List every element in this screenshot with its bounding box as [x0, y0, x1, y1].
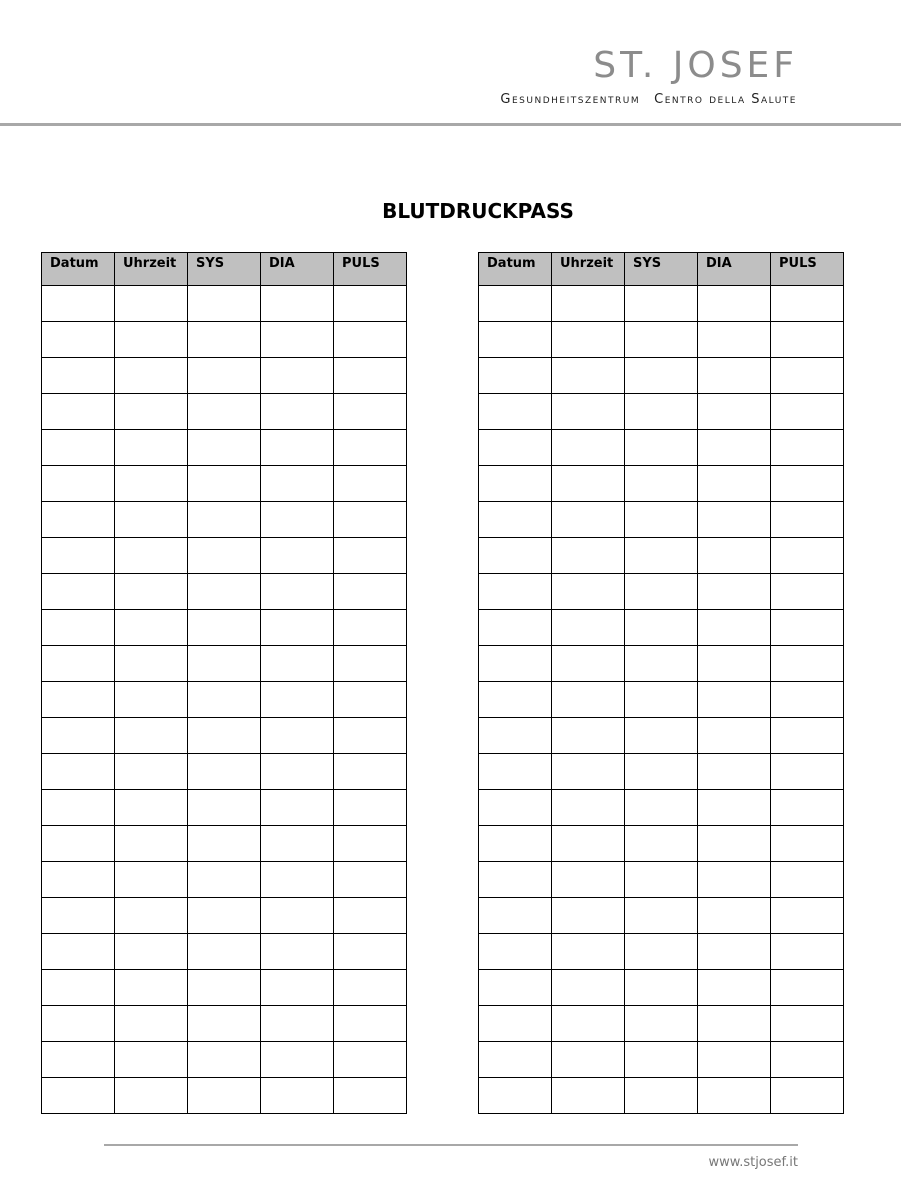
- entry-cell-dia[interactable]: [261, 358, 334, 394]
- entry-cell-sys[interactable]: [625, 322, 698, 358]
- entry-cell-puls[interactable]: [771, 898, 844, 934]
- table-row: [42, 718, 407, 754]
- entry-cell-uhrzeit[interactable]: [552, 502, 625, 538]
- entry-cell-puls[interactable]: [771, 1006, 844, 1042]
- table-row: [479, 538, 844, 574]
- table-row: [479, 610, 844, 646]
- entry-cell-dia[interactable]: [698, 574, 771, 610]
- entry-cell-dia[interactable]: [698, 1042, 771, 1078]
- entry-cell-dia[interactable]: [698, 646, 771, 682]
- entry-cell-sys[interactable]: [188, 322, 261, 358]
- entry-cell-dia[interactable]: [698, 970, 771, 1006]
- entry-cell-uhrzeit[interactable]: [115, 610, 188, 646]
- entry-cell-dia[interactable]: [698, 1078, 771, 1114]
- entry-cell-sys[interactable]: [625, 754, 698, 790]
- entry-cell-sys[interactable]: [625, 610, 698, 646]
- entry-cell-puls[interactable]: [334, 394, 407, 430]
- entry-cell-puls[interactable]: [771, 790, 844, 826]
- table-row: [479, 718, 844, 754]
- entry-cell-sys[interactable]: [625, 682, 698, 718]
- entry-cell-uhrzeit[interactable]: [115, 394, 188, 430]
- entry-cell-uhrzeit[interactable]: [115, 1006, 188, 1042]
- entry-cell-puls[interactable]: [334, 718, 407, 754]
- entry-cell-puls[interactable]: [334, 826, 407, 862]
- entry-cell-puls[interactable]: [771, 322, 844, 358]
- entry-cell-sys[interactable]: [188, 862, 261, 898]
- table-row: [479, 646, 844, 682]
- entry-cell-uhrzeit[interactable]: [552, 574, 625, 610]
- entry-cell-dia[interactable]: [698, 538, 771, 574]
- entry-cell-datum[interactable]: [479, 610, 552, 646]
- entry-cell-datum[interactable]: [42, 358, 115, 394]
- entry-cell-uhrzeit[interactable]: [115, 466, 188, 502]
- entry-cell-sys[interactable]: [188, 718, 261, 754]
- entry-cell-puls[interactable]: [771, 610, 844, 646]
- entry-cell-uhrzeit[interactable]: [552, 538, 625, 574]
- entry-cell-uhrzeit[interactable]: [115, 538, 188, 574]
- table-row: [479, 754, 844, 790]
- entry-cell-sys[interactable]: [188, 610, 261, 646]
- entry-cell-uhrzeit[interactable]: [115, 862, 188, 898]
- entry-cell-dia[interactable]: [698, 502, 771, 538]
- entry-cell-sys[interactable]: [188, 1078, 261, 1114]
- entry-cell-datum[interactable]: [479, 970, 552, 1006]
- entry-cell-uhrzeit[interactable]: [115, 646, 188, 682]
- column-header-uhrzeit: Uhrzeit: [115, 253, 188, 286]
- entry-cell-puls[interactable]: [771, 646, 844, 682]
- entry-cell-sys[interactable]: [188, 1006, 261, 1042]
- entry-cell-puls[interactable]: [334, 1042, 407, 1078]
- entry-cell-uhrzeit[interactable]: [552, 970, 625, 1006]
- entry-cell-dia[interactable]: [698, 790, 771, 826]
- entry-cell-datum[interactable]: [42, 466, 115, 502]
- table-row: [479, 934, 844, 970]
- entry-cell-dia[interactable]: [261, 502, 334, 538]
- table-row: [479, 286, 844, 322]
- entry-cell-sys[interactable]: [188, 1042, 261, 1078]
- footer-url: www.stjosef.it: [708, 1155, 798, 1170]
- entry-cell-uhrzeit[interactable]: [115, 718, 188, 754]
- entry-cell-uhrzeit[interactable]: [115, 430, 188, 466]
- table-row: [479, 1078, 844, 1114]
- footer-divider: [104, 1144, 798, 1146]
- entry-cell-datum[interactable]: [42, 682, 115, 718]
- entry-cell-dia[interactable]: [261, 466, 334, 502]
- entry-cell-sys[interactable]: [625, 394, 698, 430]
- entry-cell-sys[interactable]: [625, 718, 698, 754]
- entry-cell-datum[interactable]: [479, 934, 552, 970]
- entry-cell-uhrzeit[interactable]: [115, 322, 188, 358]
- entry-cell-datum[interactable]: [479, 898, 552, 934]
- entry-cell-uhrzeit[interactable]: [115, 574, 188, 610]
- entry-cell-sys[interactable]: [188, 502, 261, 538]
- table-row: [42, 574, 407, 610]
- entry-cell-uhrzeit[interactable]: [115, 286, 188, 322]
- entry-cell-uhrzeit[interactable]: [552, 790, 625, 826]
- entry-cell-uhrzeit[interactable]: [552, 1078, 625, 1114]
- entry-cell-uhrzeit[interactable]: [115, 754, 188, 790]
- header-divider: [0, 123, 901, 126]
- entry-cell-dia[interactable]: [698, 754, 771, 790]
- entry-cell-puls[interactable]: [334, 1078, 407, 1114]
- entry-cell-uhrzeit[interactable]: [552, 466, 625, 502]
- entry-cell-sys[interactable]: [188, 358, 261, 394]
- entry-cell-puls[interactable]: [771, 430, 844, 466]
- entry-cell-sys[interactable]: [625, 502, 698, 538]
- entry-cell-datum[interactable]: [479, 1006, 552, 1042]
- entry-cell-datum[interactable]: [42, 610, 115, 646]
- entry-cell-dia[interactable]: [261, 826, 334, 862]
- entry-cell-puls[interactable]: [334, 466, 407, 502]
- entry-cell-sys[interactable]: [188, 934, 261, 970]
- table-row: [42, 538, 407, 574]
- table-row: [42, 862, 407, 898]
- entry-cell-puls[interactable]: [334, 682, 407, 718]
- entry-cell-dia[interactable]: [261, 430, 334, 466]
- entry-cell-puls[interactable]: [334, 322, 407, 358]
- entry-cell-datum[interactable]: [479, 1042, 552, 1078]
- entry-cell-uhrzeit[interactable]: [552, 826, 625, 862]
- entry-cell-uhrzeit[interactable]: [552, 682, 625, 718]
- entry-cell-dia[interactable]: [698, 394, 771, 430]
- entry-cell-datum[interactable]: [42, 430, 115, 466]
- entry-cell-uhrzeit[interactable]: [552, 610, 625, 646]
- entry-cell-dia[interactable]: [698, 322, 771, 358]
- entry-cell-uhrzeit[interactable]: [552, 1006, 625, 1042]
- table-row: [42, 754, 407, 790]
- entry-cell-datum[interactable]: [479, 646, 552, 682]
- entry-cell-datum[interactable]: [42, 862, 115, 898]
- table-row: [42, 682, 407, 718]
- entry-cell-uhrzeit[interactable]: [115, 502, 188, 538]
- entry-cell-puls[interactable]: [771, 358, 844, 394]
- table-row: [42, 1078, 407, 1114]
- table-row: [42, 1006, 407, 1042]
- table-row: [479, 826, 844, 862]
- column-header-uhrzeit: Uhrzeit: [552, 253, 625, 286]
- entry-cell-puls[interactable]: [771, 826, 844, 862]
- entry-cell-sys[interactable]: [625, 1078, 698, 1114]
- entry-cell-dia[interactable]: [698, 862, 771, 898]
- entry-cell-sys[interactable]: [188, 898, 261, 934]
- column-header-dia: DIA: [261, 253, 334, 286]
- entry-cell-puls[interactable]: [771, 1078, 844, 1114]
- entry-cell-sys[interactable]: [625, 1042, 698, 1078]
- table-row: [479, 574, 844, 610]
- entry-cell-uhrzeit[interactable]: [552, 898, 625, 934]
- logo-subtitle: [500, 93, 797, 106]
- column-header-datum: Datum: [42, 253, 115, 286]
- entry-cell-puls[interactable]: [334, 898, 407, 934]
- table-row: [479, 358, 844, 394]
- entry-cell-dia[interactable]: [698, 1006, 771, 1042]
- entry-cell-datum[interactable]: [479, 286, 552, 322]
- entry-cell-puls[interactable]: [771, 394, 844, 430]
- entry-cell-dia[interactable]: [261, 934, 334, 970]
- table-row: [42, 898, 407, 934]
- entry-cell-dia[interactable]: [261, 862, 334, 898]
- page-title: BLUTDRUCKPASS: [382, 199, 574, 223]
- entry-cell-datum[interactable]: [42, 1078, 115, 1114]
- entry-cell-uhrzeit[interactable]: [552, 286, 625, 322]
- entry-cell-puls[interactable]: [771, 538, 844, 574]
- entry-cell-dia[interactable]: [261, 322, 334, 358]
- entry-cell-sys[interactable]: [188, 970, 261, 1006]
- entry-cell-uhrzeit[interactable]: [115, 826, 188, 862]
- entry-cell-datum[interactable]: [479, 358, 552, 394]
- entry-cell-uhrzeit[interactable]: [552, 862, 625, 898]
- column-header-dia: DIA: [698, 253, 771, 286]
- entry-cell-datum[interactable]: [479, 718, 552, 754]
- entry-cell-puls[interactable]: [334, 970, 407, 1006]
- table-row: [42, 934, 407, 970]
- entry-cell-dia[interactable]: [261, 1042, 334, 1078]
- entry-cell-dia[interactable]: [261, 970, 334, 1006]
- entry-cell-datum[interactable]: [479, 502, 552, 538]
- entry-cell-sys[interactable]: [188, 538, 261, 574]
- entry-cell-dia[interactable]: [261, 286, 334, 322]
- entry-cell-uhrzeit[interactable]: [552, 358, 625, 394]
- table-row: [42, 466, 407, 502]
- entry-cell-puls[interactable]: [334, 538, 407, 574]
- table-row: [479, 394, 844, 430]
- column-header-puls: PULS: [334, 253, 407, 286]
- entry-cell-puls[interactable]: [771, 682, 844, 718]
- entry-cell-puls[interactable]: [334, 358, 407, 394]
- entry-cell-datum[interactable]: [479, 826, 552, 862]
- table-row: [479, 322, 844, 358]
- entry-cell-uhrzeit[interactable]: [552, 1042, 625, 1078]
- entry-cell-uhrzeit[interactable]: [115, 682, 188, 718]
- entry-cell-datum[interactable]: [42, 1006, 115, 1042]
- entry-cell-sys[interactable]: [625, 538, 698, 574]
- entry-cell-puls[interactable]: [334, 610, 407, 646]
- entry-cell-uhrzeit[interactable]: [115, 934, 188, 970]
- entry-cell-sys[interactable]: [625, 574, 698, 610]
- entry-cell-datum[interactable]: [479, 430, 552, 466]
- entry-cell-datum[interactable]: [479, 682, 552, 718]
- entry-cell-uhrzeit[interactable]: [115, 790, 188, 826]
- entry-cell-datum[interactable]: [479, 754, 552, 790]
- entry-cell-puls[interactable]: [771, 754, 844, 790]
- entry-cell-sys[interactable]: [188, 646, 261, 682]
- entry-cell-uhrzeit[interactable]: [552, 394, 625, 430]
- entry-cell-datum[interactable]: [479, 790, 552, 826]
- entry-cell-puls[interactable]: [771, 574, 844, 610]
- column-header-datum: Datum: [479, 253, 552, 286]
- entry-cell-dia[interactable]: [261, 646, 334, 682]
- entry-cell-uhrzeit[interactable]: [115, 1042, 188, 1078]
- entry-cell-dia[interactable]: [261, 682, 334, 718]
- entry-cell-dia[interactable]: [698, 718, 771, 754]
- entry-cell-puls[interactable]: [771, 934, 844, 970]
- entry-cell-puls[interactable]: [334, 1006, 407, 1042]
- entry-cell-sys[interactable]: [188, 466, 261, 502]
- entry-cell-datum[interactable]: [42, 898, 115, 934]
- entry-cell-puls[interactable]: [334, 646, 407, 682]
- entry-cell-sys[interactable]: [188, 826, 261, 862]
- entry-cell-sys[interactable]: [188, 790, 261, 826]
- entry-cell-datum[interactable]: [479, 574, 552, 610]
- entry-cell-datum[interactable]: [42, 646, 115, 682]
- entry-cell-datum[interactable]: [42, 754, 115, 790]
- entry-cell-datum[interactable]: [42, 322, 115, 358]
- entry-cell-dia[interactable]: [261, 1078, 334, 1114]
- table-row: [479, 898, 844, 934]
- table-row: [479, 1006, 844, 1042]
- table-header-row: [42, 253, 407, 286]
- entry-cell-sys[interactable]: [188, 430, 261, 466]
- entry-cell-uhrzeit[interactable]: [552, 718, 625, 754]
- table-row: [479, 430, 844, 466]
- entry-cell-sys[interactable]: [188, 682, 261, 718]
- table-row: [42, 610, 407, 646]
- table-row: [479, 1042, 844, 1078]
- table-row: [42, 322, 407, 358]
- entry-cell-sys[interactable]: [188, 754, 261, 790]
- entry-cell-dia[interactable]: [698, 682, 771, 718]
- entry-cell-sys[interactable]: [625, 286, 698, 322]
- table-row: [42, 286, 407, 322]
- entry-cell-puls[interactable]: [334, 430, 407, 466]
- entry-cell-datum[interactable]: [42, 538, 115, 574]
- table-row: [42, 430, 407, 466]
- logo-subtitle-it: Centro della Salute: [654, 92, 797, 107]
- entry-cell-sys[interactable]: [625, 646, 698, 682]
- entry-cell-dia[interactable]: [261, 610, 334, 646]
- entry-cell-uhrzeit[interactable]: [552, 754, 625, 790]
- column-header-sys: SYS: [625, 253, 698, 286]
- entry-cell-sys[interactable]: [625, 430, 698, 466]
- entry-cell-dia[interactable]: [261, 718, 334, 754]
- entry-cell-datum[interactable]: [42, 1042, 115, 1078]
- entry-cell-puls[interactable]: [771, 970, 844, 1006]
- entry-cell-sys[interactable]: [188, 286, 261, 322]
- entry-cell-sys[interactable]: [625, 970, 698, 1006]
- entry-cell-uhrzeit[interactable]: [552, 934, 625, 970]
- logo-subtitle-de: Gesundheitszentrum: [500, 92, 641, 107]
- entry-cell-puls[interactable]: [334, 286, 407, 322]
- entry-cell-dia[interactable]: [698, 466, 771, 502]
- entry-cell-dia[interactable]: [698, 286, 771, 322]
- entry-cell-puls[interactable]: [771, 502, 844, 538]
- table-row: [42, 790, 407, 826]
- entry-cell-datum[interactable]: [479, 394, 552, 430]
- entry-cell-uhrzeit[interactable]: [552, 430, 625, 466]
- table-row: [479, 466, 844, 502]
- entry-cell-puls[interactable]: [771, 466, 844, 502]
- entry-cell-datum[interactable]: [479, 322, 552, 358]
- entry-cell-puls[interactable]: [334, 754, 407, 790]
- table-row: [42, 826, 407, 862]
- entry-cell-dia[interactable]: [261, 394, 334, 430]
- table-row: [42, 1042, 407, 1078]
- entry-cell-puls[interactable]: [771, 1042, 844, 1078]
- entry-cell-puls[interactable]: [334, 790, 407, 826]
- entry-cell-datum[interactable]: [42, 718, 115, 754]
- entry-cell-datum[interactable]: [42, 934, 115, 970]
- entry-cell-dia[interactable]: [698, 610, 771, 646]
- entry-cell-dia[interactable]: [698, 934, 771, 970]
- entry-cell-datum[interactable]: [479, 862, 552, 898]
- table-row: [42, 646, 407, 682]
- logo-name: ST. JOSEF: [593, 45, 798, 86]
- entry-cell-dia[interactable]: [698, 358, 771, 394]
- entry-cell-uhrzeit[interactable]: [115, 898, 188, 934]
- entry-cell-puls[interactable]: [334, 574, 407, 610]
- entry-cell-datum[interactable]: [479, 466, 552, 502]
- entry-cell-sys[interactable]: [188, 394, 261, 430]
- table-row: [479, 790, 844, 826]
- entry-cell-sys[interactable]: [625, 1006, 698, 1042]
- entry-cell-dia[interactable]: [261, 574, 334, 610]
- entry-cell-sys[interactable]: [625, 898, 698, 934]
- entry-cell-sys[interactable]: [625, 934, 698, 970]
- entry-cell-sys[interactable]: [625, 466, 698, 502]
- entry-cell-puls[interactable]: [334, 934, 407, 970]
- entry-cell-dia[interactable]: [261, 790, 334, 826]
- column-header-sys: SYS: [188, 253, 261, 286]
- table-header-row: [479, 253, 844, 286]
- entry-cell-dia[interactable]: [261, 754, 334, 790]
- entry-cell-sys[interactable]: [625, 358, 698, 394]
- blood-pressure-table-right: [478, 252, 844, 1114]
- entry-cell-sys[interactable]: [625, 790, 698, 826]
- entry-cell-dia[interactable]: [698, 898, 771, 934]
- table-row: [479, 682, 844, 718]
- entry-cell-uhrzeit[interactable]: [552, 322, 625, 358]
- entry-cell-datum[interactable]: [42, 394, 115, 430]
- entry-cell-puls[interactable]: [334, 862, 407, 898]
- table-row: [479, 862, 844, 898]
- blood-pressure-table-left: [41, 252, 407, 1114]
- entry-cell-uhrzeit[interactable]: [115, 1078, 188, 1114]
- entry-cell-sys[interactable]: [188, 574, 261, 610]
- entry-cell-datum[interactable]: [42, 574, 115, 610]
- entry-cell-sys[interactable]: [625, 862, 698, 898]
- entry-cell-datum[interactable]: [479, 538, 552, 574]
- table-row: [42, 358, 407, 394]
- table-row: [42, 502, 407, 538]
- entry-cell-dia[interactable]: [261, 1006, 334, 1042]
- entry-cell-dia[interactable]: [261, 538, 334, 574]
- column-header-puls: PULS: [771, 253, 844, 286]
- entry-cell-datum[interactable]: [42, 790, 115, 826]
- entry-cell-datum[interactable]: [42, 286, 115, 322]
- entry-cell-datum[interactable]: [42, 970, 115, 1006]
- entry-cell-datum[interactable]: [42, 502, 115, 538]
- entry-cell-puls[interactable]: [334, 502, 407, 538]
- entry-cell-dia[interactable]: [698, 430, 771, 466]
- entry-cell-uhrzeit[interactable]: [552, 646, 625, 682]
- entry-cell-puls[interactable]: [771, 718, 844, 754]
- entry-cell-puls[interactable]: [771, 862, 844, 898]
- entry-cell-dia[interactable]: [698, 826, 771, 862]
- entry-cell-uhrzeit[interactable]: [115, 970, 188, 1006]
- entry-cell-datum[interactable]: [42, 826, 115, 862]
- entry-cell-dia[interactable]: [261, 898, 334, 934]
- entry-cell-sys[interactable]: [625, 826, 698, 862]
- table-row: [479, 502, 844, 538]
- table-row: [42, 970, 407, 1006]
- entry-cell-datum[interactable]: [479, 1078, 552, 1114]
- entry-cell-uhrzeit[interactable]: [115, 358, 188, 394]
- table-row: [479, 970, 844, 1006]
- entry-cell-puls[interactable]: [771, 286, 844, 322]
- table-row: [42, 394, 407, 430]
